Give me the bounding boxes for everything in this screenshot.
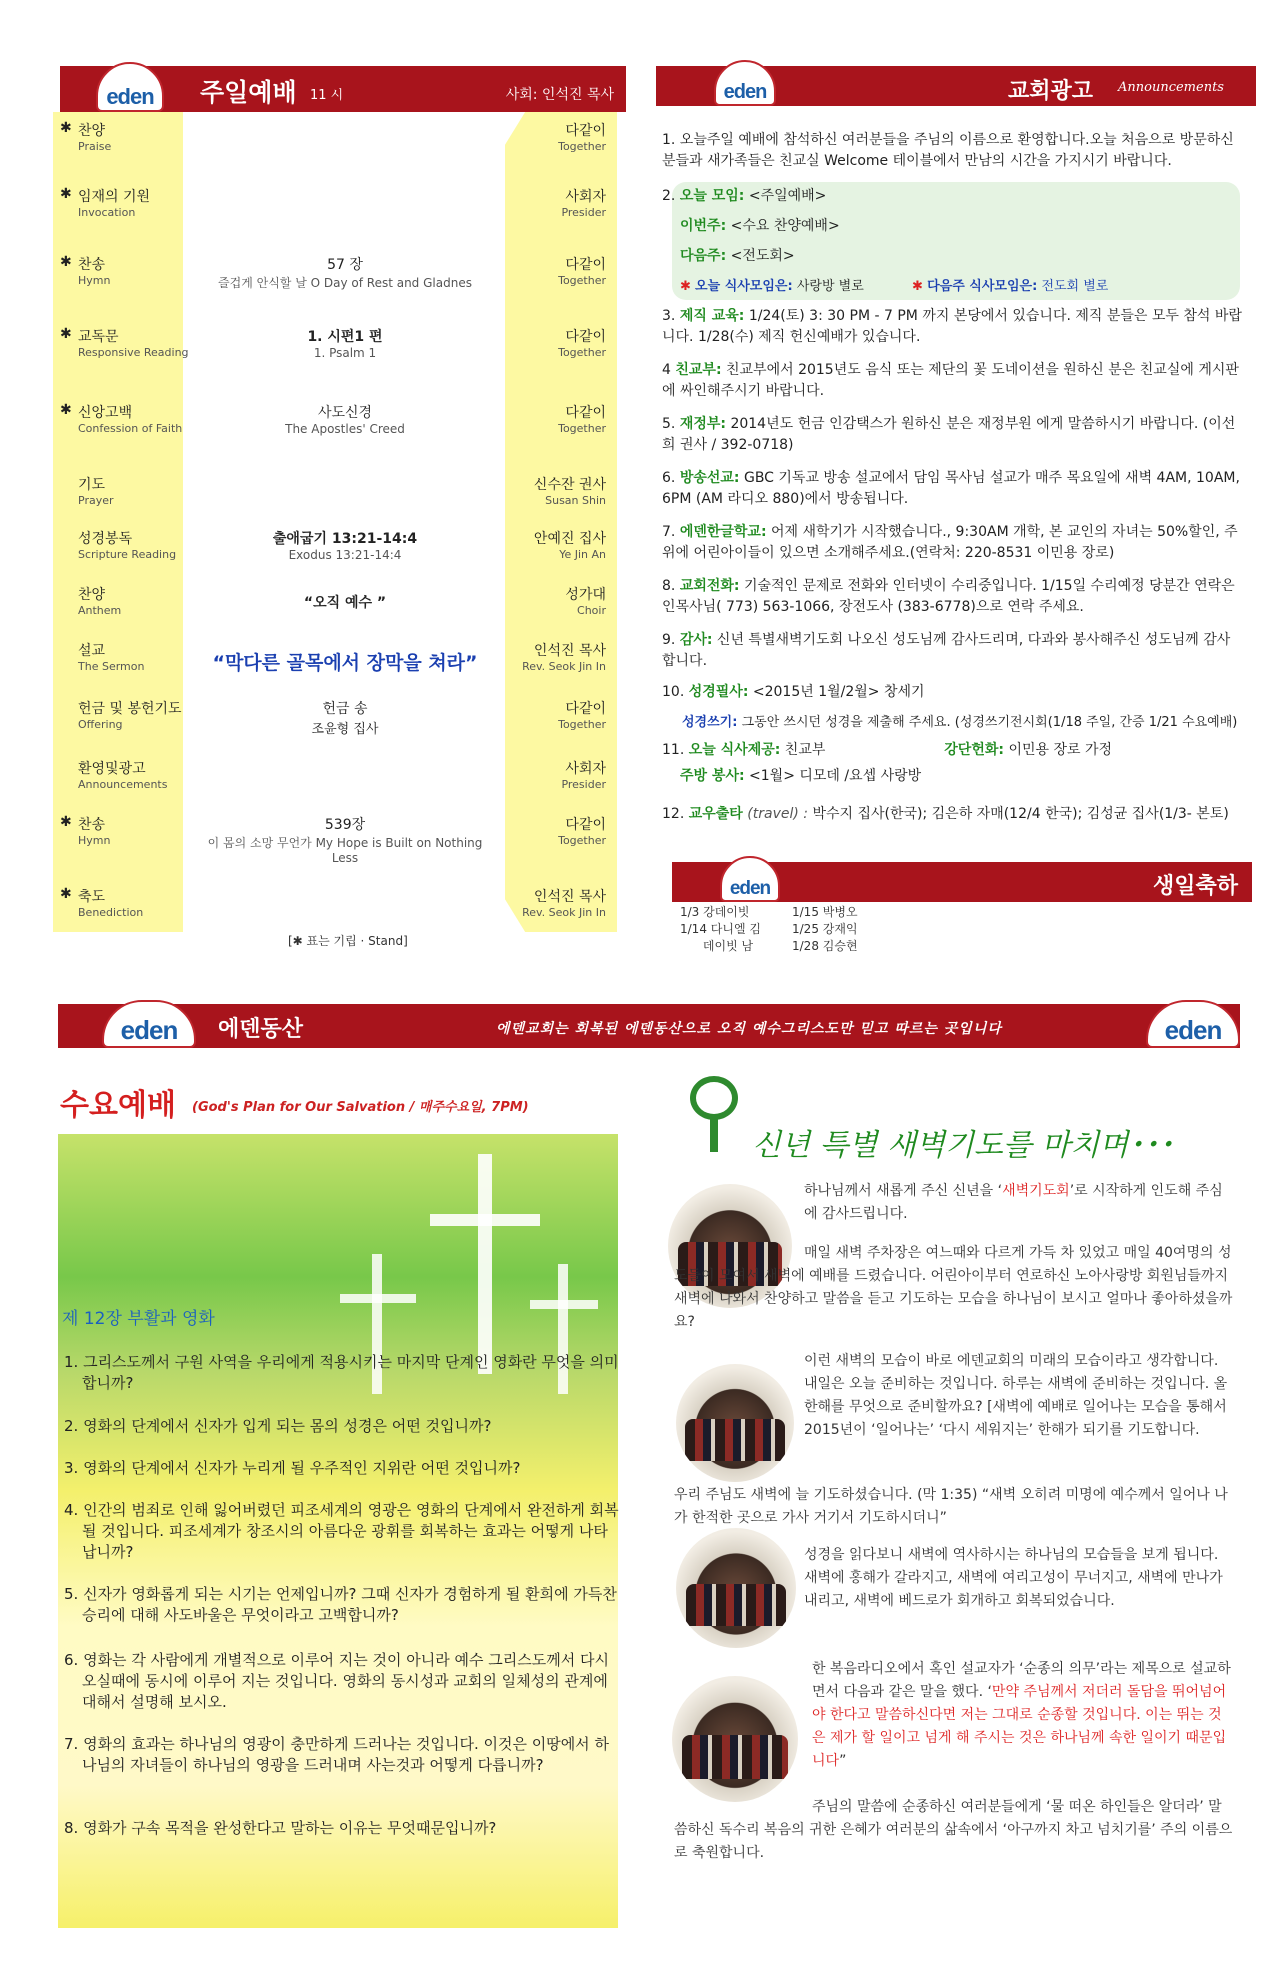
service-item-en: Hymn [78, 274, 111, 287]
a2-nextmeal: 전도회 별로 [1041, 279, 1109, 294]
a10-num: 10. [662, 684, 685, 700]
announcement-4 [662, 360, 1247, 402]
service-item-right [500, 326, 606, 359]
service-item-detail: 1. 시편1 편 [307, 329, 383, 345]
service-item-right [500, 474, 606, 507]
announcement-2-meals: ✱ 오늘 식사모임은: 사랑방 별로 ✱ 다음주 식사모임은: 전도회 별로 [680, 279, 1109, 294]
service-item-leader-en: Susan Shin [545, 494, 606, 507]
service-item-left [78, 584, 198, 617]
a2-meal: 사랑방 별로 [796, 279, 864, 294]
service-row [0, 758, 606, 791]
service-item-left [60, 120, 198, 153]
birthday-banner [672, 862, 1252, 902]
service-item-en: Hymn [78, 834, 111, 847]
service-item-left [60, 886, 198, 919]
service-item-leader: 안예진 집사 [533, 531, 606, 547]
announcement-12 [662, 804, 1247, 825]
a3-text: 1/24(토) 3: 30 PM - 7 PM 까지 본당에서 있습니다. 제직 분들은 모두 참석 바랍니다. 1/28(수) 제직 헌신예배가 있습니다. [662, 308, 1242, 345]
service-item-leader: 인석진 목사 [533, 643, 606, 659]
star-icon: ✱ [60, 814, 72, 830]
service-item-middle [200, 402, 490, 436]
service-item-right [500, 886, 606, 919]
service-row [0, 698, 606, 737]
service-item-right [500, 584, 606, 617]
a4-text: 친교부에서 2015년도 음식 또는 제단의 꽃 도네이션을 원하신 분은 친교실에 게시판에 싸인해주시기 바랍니다. [662, 362, 1239, 399]
service-item-leader-en: Together [558, 274, 606, 287]
announcement-5 [662, 414, 1247, 456]
cross-icon [530, 1300, 598, 1309]
wednesday-chapter: 제 12장 부활과 영화 [62, 1309, 215, 1329]
service-item-detail: 출애굽기 13:21-14:4 [272, 531, 418, 547]
a5-label: 재정부: [679, 416, 726, 432]
birthday-col-1 [680, 904, 761, 955]
a8-text: 기술적인 문제로 전화와 인터넷이 수리중입니다. 1/15일 수리예정 당분간 연락은 인목사님( 773) 563-1066, 장전도사 (383-6778)으로 연락 주세요. [662, 578, 1235, 615]
service-item-en: Responsive Reading [78, 346, 189, 359]
birthday-entry: 1/15 박병오 [792, 905, 858, 919]
p6c: ” [839, 1753, 847, 1769]
service-item-en: Prayer [78, 494, 114, 507]
service-item-leader: 인석진 목사 [533, 889, 606, 905]
story-p1 [804, 1180, 1234, 1226]
left-column-bg [53, 112, 183, 932]
service-item-left [78, 758, 198, 791]
service-item-ko: 찬송 [78, 257, 106, 273]
service-item-detail: 539장 [324, 817, 366, 833]
service-item-detail-sub: 조윤형 집사 [311, 722, 379, 737]
p6b: 만약 주님께서 저더러 돌담을 뛰어넘어야 한다고 말씀하신다면 저는 그대로 순종할 것입니다. 이는 뛰는 것은 제가 할 일이고 넘게 해 주시는 것은 하나님께 속한 일이기 때문입니다 [812, 1684, 1227, 1769]
a7-text: 어제 새학기가 시작했습니다., 9:30AM 개학, 본 교인의 자녀는 50%할인, 주위에 어린아이들이 있으면 소개해주세요.(연락처: 220-8531 이민용 장로) [662, 524, 1238, 561]
wednesday-title: 수요예배 [60, 1088, 176, 1123]
a2-next: <전도회> [730, 248, 795, 264]
service-item-middle [200, 254, 490, 291]
service-item-leader: 사회자 [565, 189, 606, 205]
announcement-7 [662, 522, 1247, 564]
service-item-leader-en: Presider [561, 206, 606, 219]
a9-num: 9. [662, 632, 676, 648]
announcements-banner [656, 66, 1256, 106]
a12-travel: (travel) : [747, 806, 808, 822]
a2-label: 오늘 모임: [679, 188, 745, 204]
service-item-detail-sub: 즐겁게 안식할 날 O Day of Rest and Gladnes [218, 276, 472, 290]
a11-altar-label: 강단헌화: [944, 742, 1004, 758]
eden-section-title: 에덴동산 [218, 1017, 304, 1042]
a5-text: 2014년도 헌금 인감택스가 원하신 분은 재정부원 에게 말씀하시기 바랍니다. (이선희 권사 / 392-0718) [662, 416, 1236, 453]
service-item-left [60, 326, 198, 359]
stand-footnote: [✱ 표는 기립 · Stand] [288, 934, 408, 948]
birthday-title: 생일축하 [1152, 874, 1238, 899]
service-item-detail-sub: Exodus 13:21-14:4 [288, 548, 402, 562]
question-item: 6. 영화는 각 사람에게 개별적으로 이루어 지는 것이 아니라 예수 그리스도께서 다시오실때에 동시에 이루어 지는 것입니다. 영화의 동시성과 교회의 일체성의 관계에 대해서 설명해 보시오. [64, 1651, 609, 1711]
service-item-right [500, 528, 606, 561]
question-item: 8. 영화가 구속 목적을 완성한다고 말하는 이유는 무엇때문입니까? [64, 1819, 497, 1837]
service-item-left [78, 528, 198, 561]
service-item-en: Scripture Reading [78, 548, 177, 561]
a11-text: 친교부 [784, 742, 826, 758]
service-item-middle [200, 814, 490, 865]
right-column-bg [505, 112, 617, 932]
service-item-left [60, 402, 198, 435]
service-item-detail-sub: 1. Psalm 1 [313, 346, 377, 360]
service-item-left [60, 186, 198, 219]
service-item-en: Benediction [78, 906, 144, 919]
service-item-right [500, 758, 606, 791]
service-item-en: Offering [78, 718, 123, 731]
a9-label: 감사: [679, 632, 713, 648]
announcement-11 [662, 740, 1247, 761]
story-p2: 매일 새벽 주차장은 여느때와 다르게 가득 차 있었고 매일 40여명의 성도들이 모여서 새벽에 예배를 드렸습니다. 어린아이부터 연로하신 노아사랑방 회원님들까지 새벽에 나와서 찬양하고 말씀을 듣고 기도하는 모습을 하나님이 보시고 얼마나 좋아하셨을까요? [674, 1245, 1233, 1330]
service-item-detail: 헌금 송 [322, 701, 368, 717]
a2-this-label: 이번주: [680, 218, 727, 234]
worship-leader: 사회: 인석진 목사 [505, 87, 614, 103]
star-icon: ✱ [60, 186, 72, 202]
service-item-leader: 성가대 [565, 587, 606, 603]
service-row [0, 640, 606, 674]
star-icon: ✱ [60, 326, 72, 342]
service-item-leader: 다같이 [565, 405, 606, 421]
service-row [0, 814, 606, 865]
service-item-left [60, 254, 198, 287]
service-item-leader-en: Together [558, 346, 606, 359]
birthday-entry: 1/14 다니엘 김 [680, 922, 761, 936]
service-item-leader-en: Presider [561, 778, 606, 791]
service-item-middle [200, 648, 490, 675]
star-icon: ✱ [60, 120, 72, 136]
story-p5: 성경을 읽다보니 새벽에 역사하시는 하나님의 모습들을 보게 됩니다. 새벽에 홍해가 갈라지고, 새벽에 여리고성이 무너지고, 새벽에 만나가 내리고, 새벽에 베드로가 회개하고 회복되었습니다. [804, 1547, 1223, 1609]
a11-altar: 이민용 장로 가정 [1008, 742, 1113, 758]
a2-num: 2. [662, 188, 676, 204]
service-item-detail: 사도신경 [317, 405, 373, 421]
p1a: 하나님께서 새롭게 주신 신년을 ‘ [804, 1183, 1003, 1199]
service-item-ko: 환영및광고 [78, 761, 146, 777]
a11-label: 오늘 식사제공: [688, 742, 781, 758]
worship-banner [60, 66, 626, 112]
a10-text: <2015년 1월/2월> 창세기 [752, 684, 925, 700]
announcement-2-this [680, 216, 1265, 237]
service-item-en: The Sermon [78, 660, 145, 673]
announcement-10 [662, 682, 1247, 703]
service-item-leader-en: Rev. Seok Jin In [522, 660, 606, 673]
question-item: 3. 영화의 단계에서 신자가 누리게 될 우주적인 지위란 어떤 것입니까? [64, 1459, 521, 1477]
a3-num: 3. [662, 308, 676, 324]
service-item-ko: 신앙고백 [78, 405, 133, 421]
birthday-entry: 1/25 강재익 [792, 922, 858, 936]
a3-label: 제직 교육: [679, 308, 745, 324]
service-item-en: Anthem [78, 604, 122, 617]
question-item: 5. 신자가 영화롭게 되는 시기는 언제입니까? 그때 신자가 경험하게 될 환희에 가득찬 승리에 대해 사도바울은 무엇이라고 고백합니까? [64, 1585, 617, 1624]
a10b-label: 성경쓰기: [682, 715, 738, 730]
service-item-detail-sub: The Apostles' Creed [285, 422, 405, 436]
star-icon: ✱ [60, 402, 72, 418]
service-item-leader: 다같이 [565, 123, 606, 139]
service-item-middle [200, 528, 490, 562]
p1c: ’로 시작하게 인도해 주심에 감사드립니다. [804, 1183, 1223, 1222]
service-item-middle [200, 592, 490, 612]
a10-label: 성경필사: [688, 684, 749, 700]
question-item: 1. 그리스도께서 구원 사역을 우리에게 적용시키는 마지막 단계인 영화란 무엇을 의미합니까? [64, 1353, 619, 1392]
a12-text: 박수지 집사(한국); 김은하 자매(12/4 한국); 김성균 집사(1/3- 본토) [812, 806, 1229, 822]
a11-num: 11. [662, 742, 685, 758]
question-item: 2. 영화의 단계에서 신자가 입게 되는 몸의 성경은 어떤 것입니까? [64, 1417, 492, 1435]
wednesday-subtitle: (God's Plan for Our Salvation / 매주수요일, 7PM) [192, 1100, 529, 1115]
a6-label: 방송선교: [679, 470, 740, 486]
eden-logo: eden [714, 60, 776, 106]
a2-nextmeal-label: 다음주 식사모임은: [927, 279, 1038, 294]
a8-label: 교회전화: [679, 578, 740, 594]
service-item-leader-en: Ye Jin An [559, 548, 606, 561]
a4-label: 친교부: [675, 362, 722, 378]
announcement-8 [662, 576, 1247, 618]
service-item-leader: 신수잔 권사 [533, 477, 606, 493]
announcement-9 [662, 630, 1247, 672]
service-item-right [500, 186, 606, 219]
service-row [0, 886, 606, 919]
service-item-leader-en: Together [558, 834, 606, 847]
a2-text: <주일예배> [748, 188, 827, 204]
service-item-ko: 설교 [78, 643, 106, 659]
service-item-leader: 다같이 [565, 817, 606, 833]
service-item-ko: 찬양 [78, 123, 106, 139]
birthday-entry: 1/28 김승현 [792, 939, 858, 953]
announcement-2 [662, 186, 1247, 207]
story-p7: 주님의 말씀에 순종하신 여러분들에게 ‘물 떠온 하인들은 알더라’ 말씀하신 독수리 복음의 귀한 은혜가 여러분의 삶속에서 ‘아구까지 차고 넘치기를’ 주의 이름으로 축원합니다. [674, 1799, 1233, 1861]
service-item-leader-en: Together [558, 718, 606, 731]
eden-section-banner [58, 1004, 1240, 1048]
prayer-photo [676, 1364, 794, 1482]
service-item-ko: 찬양 [78, 587, 106, 603]
birthday-col-2 [792, 904, 858, 955]
service-item-leader: 다같이 [565, 257, 606, 273]
announcement-1: 1. 오늘주일 예배에 참석하신 여러분들을 주님의 이름으로 환영합니다.오늘 처음으로 방문하신 분들과 새가족들은 친교실 Welcome 테이블에서 만남의 시간을 가지시기 바랍니다. [662, 132, 1234, 169]
dawn-prayer-title: 신년 특별 새벽기도를 마치며･･･ [752, 1128, 1174, 1163]
service-item-en: Confession of Faith [78, 422, 183, 435]
service-item-en: Praise [78, 140, 112, 153]
service-item-left [78, 474, 198, 507]
a2-this: <수요 찬양예배> [730, 218, 840, 234]
p1b: 새벽기도회 [1002, 1183, 1070, 1199]
service-item-left [78, 698, 198, 731]
service-item-leader-en: Rev. Seok Jin In [522, 906, 606, 919]
service-item-ko: 찬송 [78, 817, 106, 833]
service-item-leader: 다같이 [565, 701, 606, 717]
service-item-detail: 57 장 [327, 257, 363, 273]
a6-text: GBC 기독교 방송 설교에서 담임 목사님 설교가 매주 목요일에 새벽 4AM, 10AM, 6PM (AM 라디오 880)에서 방송됩니다. [662, 470, 1240, 507]
service-item-detail: “오직 예수 ” [303, 595, 387, 611]
announcement-2-next [680, 246, 1265, 267]
p6a: 한 복음라디오에서 혹인 설교자가 ‘순종의 의무’라는 제목으로 설교하면서 다음과 같은 말을 했다. ‘ [812, 1661, 1231, 1700]
announcement-11-serve [680, 766, 1265, 787]
eden-logo: eden [720, 856, 780, 902]
service-item-detail: “막다른 골목에서 장막을 쳐라” [212, 652, 478, 674]
service-item-leader-en: Choir [577, 604, 606, 617]
service-item-left [60, 814, 198, 847]
question-item: 7. 영화의 효과는 하나님의 영광이 충만하게 드러나는 것입니다. 이것은 이땅에서 하나님의 자녀들이 하나님의 영광을 드러내며 사는것과 어떻게 다릅니까? [64, 1735, 609, 1774]
a9-text: 신년 특별새벽기도회 나오신 성도님께 감사드리며, 다과와 봉사해주신 성도님께 감사 합니다. [662, 632, 1231, 669]
cross-icon [430, 1214, 540, 1226]
service-item-ko: 임재의 기원 [78, 189, 151, 205]
service-item-right [500, 120, 606, 153]
service-item-right [500, 254, 606, 287]
worship-time: 11 시 [310, 88, 344, 103]
announcements-title: 교회광고 [1008, 79, 1094, 104]
a2-next-label: 다음주: [680, 248, 727, 264]
a2-meal-label: 오늘 식사모임은: [695, 279, 793, 294]
service-item-right [500, 814, 606, 847]
eden-section-motto: 에덴교회는 회복된 에덴동산으로 오직 예수그리스도만 믿고 따르는 곳입니다 [496, 1021, 1002, 1037]
a7-num: 7. [662, 524, 676, 540]
service-item-ko: 성경봉독 [78, 531, 133, 547]
service-item-ko: 축도 [78, 889, 106, 905]
a7-label: 에덴한글학교: [679, 524, 767, 540]
eden-logo: eden [96, 62, 164, 112]
question-item: 4. 인간의 범죄로 인해 잃어버렸던 피조세계의 영광은 영화의 단계에서 완전하게 회복될 것입니다. 피조세계가 창조시의 아름다운 광휘를 회복하는 효과는 어떻게 나타납니까? [64, 1501, 619, 1561]
a4-num: 4 [662, 362, 671, 378]
announcement-10b [682, 712, 1267, 733]
story-p4: 우리 주님도 새벽에 늘 기도하셨습니다. (막 1:35) “새벽 오히려 미명에 예수께서 일어나 나가 한적한 곳으로 가사 거기서 기도하시더니” [674, 1487, 1228, 1526]
birthday-entry: 데이빗 남 [680, 939, 754, 953]
service-item-leader-en: Together [558, 422, 606, 435]
service-row [0, 326, 606, 360]
service-row [0, 120, 606, 153]
a8-num: 8. [662, 578, 676, 594]
worship-title: 주일예배 [200, 78, 297, 107]
star-icon: ✱ [60, 254, 72, 270]
service-item-detail-sub: 이 몸의 소망 무언가 My Hope is Built on Nothing Less [207, 836, 483, 865]
a11-serve-label: 주방 봉사: [680, 768, 745, 784]
announcement-6 [662, 468, 1247, 510]
a12-num: 12. [662, 806, 685, 822]
eden-logo: eden [1146, 1000, 1240, 1048]
service-item-right [500, 698, 606, 731]
service-row [0, 254, 606, 290]
service-item-right [500, 402, 606, 435]
service-item-ko: 기도 [78, 477, 106, 493]
cross-icon [340, 1294, 416, 1303]
announcements-subtitle: Announcements [1118, 80, 1224, 95]
prayer-photo [672, 1676, 798, 1802]
service-item-en: Announcements [78, 778, 168, 791]
service-item-leader-en: Together [558, 140, 606, 153]
cross-icon [478, 1154, 492, 1374]
story-p6 [812, 1658, 1234, 1773]
service-item-ko: 교독문 [78, 329, 119, 345]
a12-label: 교우출타 [688, 806, 743, 822]
service-item-en: Invocation [78, 206, 136, 219]
a6-num: 6. [662, 470, 676, 486]
service-item-ko: 헌금 및 봉헌기도 [78, 701, 182, 717]
announcement-3 [662, 306, 1247, 348]
eden-logo: eden [102, 1000, 196, 1048]
birthday-entry: 1/3 강데이빗 [680, 905, 750, 919]
story-p3: 이런 새벽의 모습이 바로 에덴교회의 미래의 모습이라고 생각합니다. 내일은 오늘 준비하는 것입니다. 하루는 새벽에 준비하는 것입니다. 올한해를 무엇으로 준비할까요? [새벽에 예배로 일어나는 모습을 통해서 2015년이 ‘일어나는’ ‘다시 세워지는’ 한해가 되기를 기도합니다. [804, 1353, 1228, 1438]
tree-icon [684, 1076, 744, 1152]
service-item-right [500, 640, 606, 673]
service-item-middle [200, 698, 490, 737]
a10b-text: 그동안 쓰시던 성경을 제출해 주세요. (성경쓰기전시회(1/18 주일, 간증 1/21 수요예배) [741, 715, 1238, 730]
service-item-middle [200, 326, 490, 360]
service-item-leader: 사회자 [565, 761, 606, 777]
service-row [0, 186, 606, 219]
service-row [0, 528, 606, 562]
service-item-leader: 다같이 [565, 329, 606, 345]
service-row [0, 474, 606, 507]
a5-num: 5. [662, 416, 676, 432]
service-row [0, 402, 606, 436]
service-row [0, 584, 606, 617]
a11-serve: <1월> 디모데 /요셉 사랑방 [749, 768, 922, 784]
prayer-photo [676, 1528, 796, 1648]
star-icon: ✱ [60, 886, 72, 902]
service-item-left [78, 640, 198, 673]
